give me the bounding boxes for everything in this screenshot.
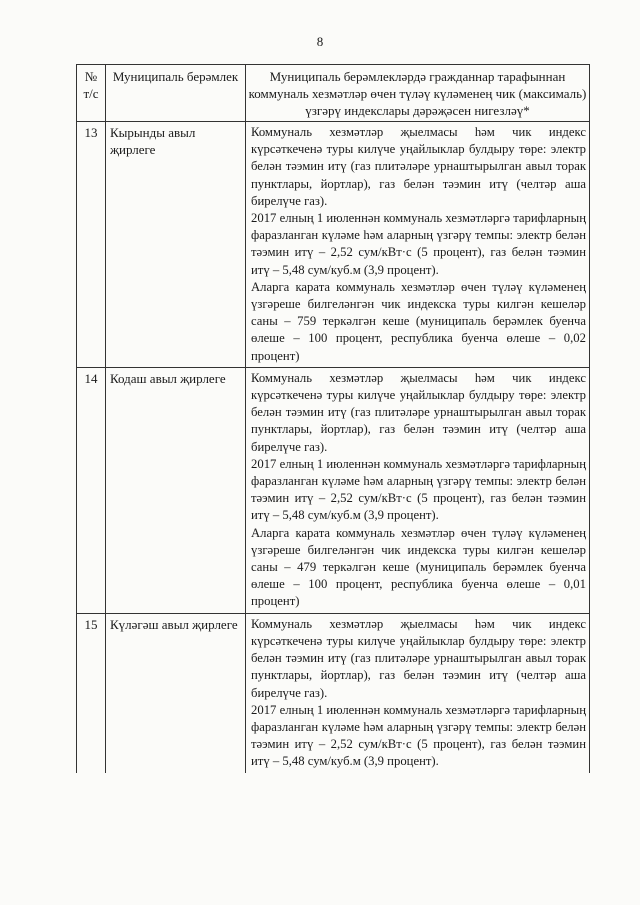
row-number: 15: [77, 613, 106, 772]
table-row: [77, 122, 590, 368]
description-paragraph: Аларга карата коммуналь хезмәтләр өчен түләү күләменең үзгәреше билгеләнгән чик индекска туры килгән кешеләр саны – 479 теркәлгән кеше (муниципаль берәмлек буенча өлеше – 100 процент, республика буенча өлеше – 0,01 процент): [251, 525, 586, 609]
page-number: 8: [316, 34, 324, 49]
table-row: [77, 613, 590, 772]
description-paragraph: Коммуналь хезмәтләр җыелмасы һәм чик индекс күрсәткеченә туры килүче уңайлыклар булдыру төре: электр белән тәэмин итү (газ плитәләре урнаштырылган авыл торак пунктлары, йортлар), газ белән тәэмин итү (челтәр аша бирелүче газ).: [251, 125, 586, 208]
municipality-name: Кодаш авыл җирлеге: [106, 367, 246, 613]
header-municipality: Муниципаль берәмлек: [106, 65, 246, 122]
tariff-index-table: [76, 64, 590, 773]
description-paragraph: Коммуналь хезмәтләр җыелмасы һәм чик индекс күрсәткеченә туры килүче уңайлыклар булдыру төре: электр белән тәэмин итү (газ плитәләре урнаштырылган авыл торак пунктлары, йортлар), газ белән тәэмин итү (челтәр аша бирелүче газ).: [251, 370, 586, 454]
description-paragraph: 2017 елның 1 июленнән коммуналь хезмәтләргә тарифларның фаразланган күләме һәм аларның үзгәрү темпы: электр белән тәэмин итү – 2,52 сум/кВт·с (5 процент), газ белән тәэмин итү – 5,48 сум/куб.м (3,9 процент).: [251, 456, 586, 523]
description-paragraph: 2017 елның 1 июленнән коммуналь хезмәтләргә тарифларның фаразланган күләме һәм аларның үзгәрү темпы: электр белән тәэмин итү – 2,52 сум/кВт·с (5 процент), газ белән тәэмин итү – 5,48 сум/куб.м (3,9 процент).: [251, 211, 586, 277]
municipality-name: Күләгәш авыл җирлеге: [106, 613, 246, 772]
description-paragraph: Коммуналь хезмәтләр җыелмасы һәм чик индекс күрсәткеченә туры килүче уңайлыклар булдыру төре: электр белән тәэмин итү (газ плитәләре урнаштырылган авыл торак пунктлары, йортлар), газ белән тәэмин итү (челтәр аша бирелүче газ).: [251, 616, 586, 700]
header-num: № т/с: [77, 65, 106, 122]
municipality-name: Кырынды авыл җирлеге: [106, 122, 246, 368]
description-paragraph: Аларга карата коммуналь хезмәтләр өчен түләү күләменең үзгәреше билгеләнгән чик индекска туры килгән кешеләр саны – 759 теркәлгән кеше (муниципаль берәмлек буенча өлеше – 100 процент, республика буенча өлеше – 0,02 процент): [251, 279, 586, 363]
row-description: [246, 613, 590, 772]
header-description: Муниципаль берәмлекләрдә гражданнар тарафыннан коммуналь хезмәтләр өчен түләү күләменең чик (максималь) үзгәрү индекслары дәрәҗәсен нигезләү*: [246, 65, 590, 122]
row-number: 14: [77, 367, 106, 613]
row-description: [246, 122, 590, 368]
row-description: [246, 367, 590, 613]
table-row: [77, 367, 590, 613]
row-number: 13: [77, 122, 106, 368]
description-paragraph: 2017 елның 1 июленнән коммуналь хезмәтләргә тарифларның фаразланган күләме һәм аларның үзгәрү темпы: электр белән тәэмин итү – 2,52 сум/кВт·с (5 процент), газ белән тәэмин итү – 5,48 сум/куб.м (3,9 процент).: [251, 702, 586, 769]
table-header-row: [77, 65, 590, 122]
